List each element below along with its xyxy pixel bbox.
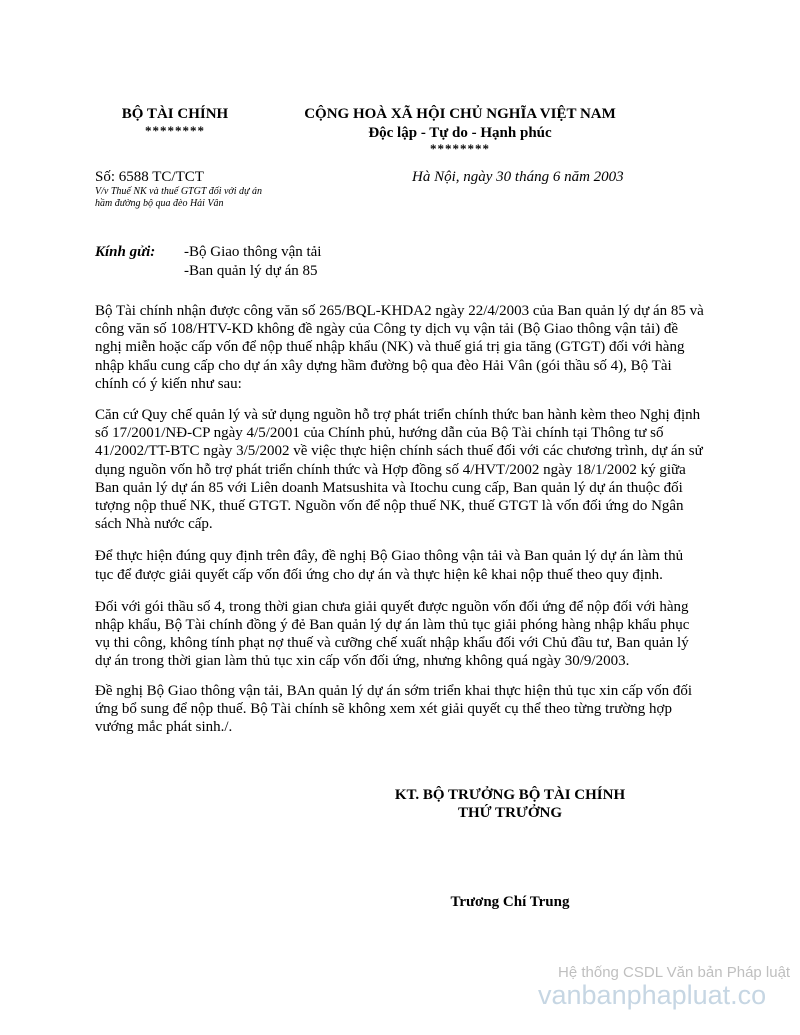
recipient-item: -Bộ Giao thông vận tải: [184, 244, 322, 260]
signer-name: Trương Chí Trung: [450, 894, 570, 910]
body-paragraph: Bộ Tài chính nhận được công văn số 265/BQL-KHDA2 ngày 22/4/2003 của Ban quản lý dự án 85 và công văn số 108/HTV-KD không đề ngày của Công ty dịch vụ vận tải (Bộ Giao thông vận tải) đề nghị miễn hoặc cấp vốn để nộp thuế nhập khẩu (NK) và thuế giá trị gia tăng (GTGT) đối với hàng nhập khẩu cung cấp cho dự án xây dựng hầm đường bộ qua đèo Hải Vân (gói thầu số 4), Bộ Tài chính có ý kiến như sau:: [95, 303, 704, 392]
motto: Độc lập - Tự do - Hạnh phúc: [368, 125, 552, 141]
recipients-label: Kính gửi:: [95, 244, 156, 260]
recipients-list: [184, 243, 321, 281]
signature-title-2: THỨ TRƯỞNG: [457, 805, 563, 821]
place-date: Hà Nội, ngày 30 tháng 6 năm 2003: [412, 169, 624, 185]
watermark-system-text: Hệ thống CSDL Văn bản Pháp luật: [558, 964, 791, 981]
recipient-item: -Ban quản lý dự án 85: [184, 263, 318, 279]
body-paragraph: Căn cứ Quy chế quản lý và sử dụng nguồn hỗ trợ phát triển chính thức ban hành kèm theo Nghị định số 17/2001/NĐ-CP ngày 4/5/2001 của Chính phủ, hướng dẫn của Bộ Tài chính tại Thông tư số 41/2002/TT-BTC ngày 3/5/2002 về việc thực hiện chính sách thuế đối với các chương trình, dự án sử dụng nguồn vốn hỗ trợ phát triển chính thức và Hợp đồng số 4/HVT/2002 ngày 18/1/2002 ký giữa Ban quản lý dự án 85 với Liên doanh Matsushita và Itochu cung cấp, Ban quản lý dự án thuộc đối tượng nộp thuế NK, thuế GTGT. Nguồn vốn để nộp thuế NK, thuế GTGT là vốn đối ứng do Ngân sách Nhà nước cấp.: [95, 407, 703, 533]
body-paragraph: Đối với gói thầu số 4, trong thời gian chưa giải quyết được nguồn vốn đối ứng để nộp đối với hàng nhập khẩu, Bộ Tài chính đồng ý đẻ Ban quản lý dự án làm thủ tục giải phóng hàng nhập khẩu phục vụ thi công, không tính phạt nợ thuế và cưỡng chế xuất nhập khẩu đối với Chủ đầu tư, Ban quản lý dự án trong thời gian làm thủ tục xin cấp vốn đối ứng, nhưng không quá ngày 30/9/2003.: [95, 598, 690, 670]
body-paragraph: Để thực hiện đúng quy định trên đây, đề nghị Bộ Giao thông vận tải và Ban quản lý dự án làm thủ tục để được giải quyết cấp vốn đối ứng cho dự án và thực hiện kê khai nộp thuế theo quy định.: [95, 548, 684, 583]
letter-body: [95, 302, 705, 736]
subject-line-1: V/v Thuế NK và thuế GTGT đối với dự án: [95, 186, 262, 197]
watermark-site-text: vanbanphapluat.co: [538, 980, 767, 1010]
document-number: Số: 6588 TC/TCT: [95, 169, 204, 185]
ministry-name: BỘ TÀI CHÍNH: [121, 106, 229, 122]
motto-stars: ********: [430, 141, 490, 156]
ministry-stars: ********: [145, 123, 205, 138]
signature-title-1: KT. BỘ TRƯỞNG BỘ TÀI CHÍNH: [394, 787, 626, 803]
body-paragraph: Đề nghị Bộ Giao thông vận tải, BAn quản lý dự án sớm triển khai thực hiện thủ tục xin cấp vốn đối ứng bổ sung để nộp thuế. Bộ Tài chính sẽ không xem xét giải quyết cụ thể theo từng trường hợp vướng mắc phát sinh./.: [95, 682, 693, 736]
subject-line-2: hầm đường bộ qua đèo Hải Vân: [95, 198, 224, 209]
country-name: CỘNG HOÀ XÃ HỘI CHỦ NGHĨA VIỆT NAM: [304, 106, 616, 122]
